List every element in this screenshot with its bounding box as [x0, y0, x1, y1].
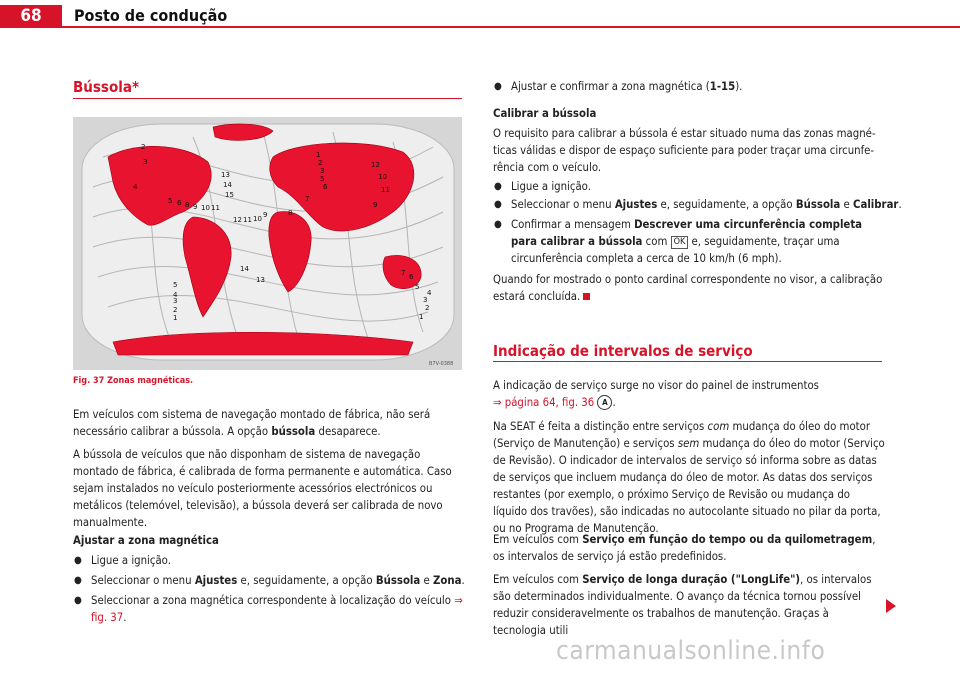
- page-header: [0, 0, 960, 30]
- svg-text:3: 3: [173, 297, 178, 305]
- bullet-ignition: ● Ligue a ignição.: [73, 552, 465, 569]
- svg-text:14: 14: [223, 181, 232, 189]
- svg-text:10: 10: [378, 173, 387, 181]
- svg-text:9: 9: [193, 203, 198, 211]
- bullet-confirm-zone: ● Ajustar e confirmar a zona magnética (1-15).: [493, 78, 891, 95]
- page-number: 68: [0, 5, 62, 27]
- cal-bullet-menu: ● Seleccionar o menu Ajustes e, seguidamente, a opção Bússola e Calibrar.: [493, 196, 903, 213]
- svg-text:5: 5: [320, 175, 325, 183]
- ok-button-icon: OK: [671, 236, 689, 249]
- svg-text:6: 6: [323, 183, 328, 191]
- time-mileage-paragraph: Em veículos com Serviço em função do tempo ou da quilometragem, os intervalos de serviço já estão predefinidos.: [493, 533, 876, 563]
- svg-text:12: 12: [233, 216, 242, 224]
- world-map-figure: [73, 117, 462, 370]
- section-rule: [493, 361, 882, 362]
- continue-arrow-icon: [886, 599, 896, 613]
- svg-text:13: 13: [221, 171, 230, 179]
- intro-paragraph: Em veículos com sistema de navegação montado de fábrica, não será necessário calibrar a bússola. A opção bússola desaparece.: [73, 408, 431, 438]
- calibrate-heading: Calibrar a bússola: [493, 107, 597, 120]
- svg-text:6: 6: [409, 273, 414, 281]
- auto-calibration-paragraph: A bússola de veículos que não disponham de sistema de navegação montado de fábrica, é calibrada de forma permanente e automática. Caso sejam instalados no veículo posteriormente acessórios electrónicos ou metálicos (telemóvel, televisão), a bússola deverá ser calibrada de novo manualmente.: [73, 448, 452, 529]
- figure-code: B7V-0388: [429, 361, 454, 367]
- svg-text:9: 9: [373, 201, 378, 209]
- chapter-title: Posto de condução: [74, 6, 228, 25]
- svg-text:6: 6: [177, 199, 182, 207]
- svg-text:3: 3: [423, 296, 428, 304]
- svg-text:11: 11: [381, 186, 390, 194]
- svg-text:14: 14: [240, 265, 249, 273]
- svg-text:5: 5: [173, 281, 178, 289]
- callout-a-badge: A: [597, 395, 612, 410]
- bullet-select-zone: ● Seleccionar a zona magnética correspondente à localização do veículo ⇒ fig. 37.: [73, 592, 465, 626]
- bullet-select-menu: ● Seleccionar o menu Ajustes e, seguidamente, a opção Bússola e Zona.: [73, 572, 465, 589]
- svg-text:1: 1: [173, 314, 178, 322]
- svg-text:7: 7: [401, 269, 406, 277]
- svg-text:11: 11: [211, 204, 220, 212]
- svg-text:15: 15: [225, 191, 234, 199]
- figure-caption: Fig. 37 Zonas magnéticas.: [73, 376, 194, 386]
- svg-text:1: 1: [419, 313, 424, 321]
- svg-text:5: 5: [415, 283, 420, 291]
- svg-text:4: 4: [427, 289, 432, 297]
- watermark: carmanualsonline.info: [556, 636, 826, 666]
- svg-text:8: 8: [185, 201, 190, 209]
- svg-text:2: 2: [425, 304, 430, 312]
- cal-bullet-ignition: ● Ligue a ignição.: [493, 178, 883, 195]
- svg-text:3: 3: [320, 167, 325, 175]
- svg-text:4: 4: [133, 183, 138, 191]
- svg-text:7: 7: [305, 195, 310, 203]
- svg-text:2: 2: [318, 159, 323, 167]
- service-intro-paragraph: A indicação de serviço surge no visor do painel de instrumentos ⇒ página 64, fig. 36 A .: [493, 379, 819, 409]
- svg-text:2: 2: [141, 143, 146, 151]
- svg-text:8: 8: [288, 209, 293, 217]
- svg-text:1: 1: [316, 151, 321, 159]
- compass-section-title: Bússola*: [73, 78, 140, 96]
- end-of-section-marker: [583, 293, 590, 300]
- svg-text:9: 9: [263, 211, 268, 219]
- calibrate-paragraph: O requisito para calibrar a bússola é estar situado numa das zonas magnéticas válidas e dispor de espaço suficiente para poder traçar uma circunferência com o veículo.: [493, 127, 876, 174]
- svg-text:3: 3: [143, 158, 148, 166]
- calibration-done-paragraph: Quando for mostrado o ponto cardinal correspondente no visor, a calibração estará concluída.: [493, 273, 883, 303]
- service-section-title: Indicação de intervalos de serviço: [493, 342, 753, 360]
- longlife-paragraph: Em veículos com Serviço de longa duração ("LongLife"), os intervalos são determinados individualmente. O avanço da técnica tornou possível reduzir consideravelmente os trabalhos de manutenção. Graças à tecnologia utili: [493, 573, 872, 637]
- svg-text:4: 4: [173, 291, 178, 299]
- svg-text:13: 13: [256, 276, 265, 284]
- svg-text:10: 10: [253, 215, 262, 223]
- adjust-zone-heading: Ajustar a zona magnética: [73, 534, 219, 547]
- svg-text:2: 2: [173, 306, 178, 314]
- svg-text:12: 12: [371, 161, 380, 169]
- service-types-paragraph: Na SEAT é feita a distinção entre serviços com mudança do óleo do motor (Serviço de Manutenção) e serviços sem mudança do óleo do motor (Serviço de Revisão). O indicador de intervalos de serviço só informa sobre as datas de serviços que incluem mudança do óleo de motor. As datas dos serviços restantes (por exemplo, o próximo Serviço de Revisão ou mudança do líquido dos travões), são indicadas no autocolante situado no pilar da porta, ou no Programa de Manutenção.: [493, 420, 885, 535]
- svg-text:11: 11: [243, 216, 252, 224]
- section-rule: [73, 98, 462, 99]
- cal-bullet-confirm: ● Confirmar a mensagem Descrever uma circunferência completa para calibrar a bússola com OK e, seguidamente, traçar uma circunferência completa a cerca de 10 km/h (6 mph).: [493, 216, 887, 267]
- header-rule: [0, 26, 960, 28]
- svg-text:5: 5: [168, 197, 173, 205]
- fig-37-link[interactable]: ⇒ fig. 37: [91, 594, 463, 624]
- svg-text:10: 10: [201, 204, 210, 212]
- magnetic-zones-map: [73, 117, 462, 370]
- page-64-link[interactable]: ⇒ página 64, fig. 36: [493, 396, 595, 409]
